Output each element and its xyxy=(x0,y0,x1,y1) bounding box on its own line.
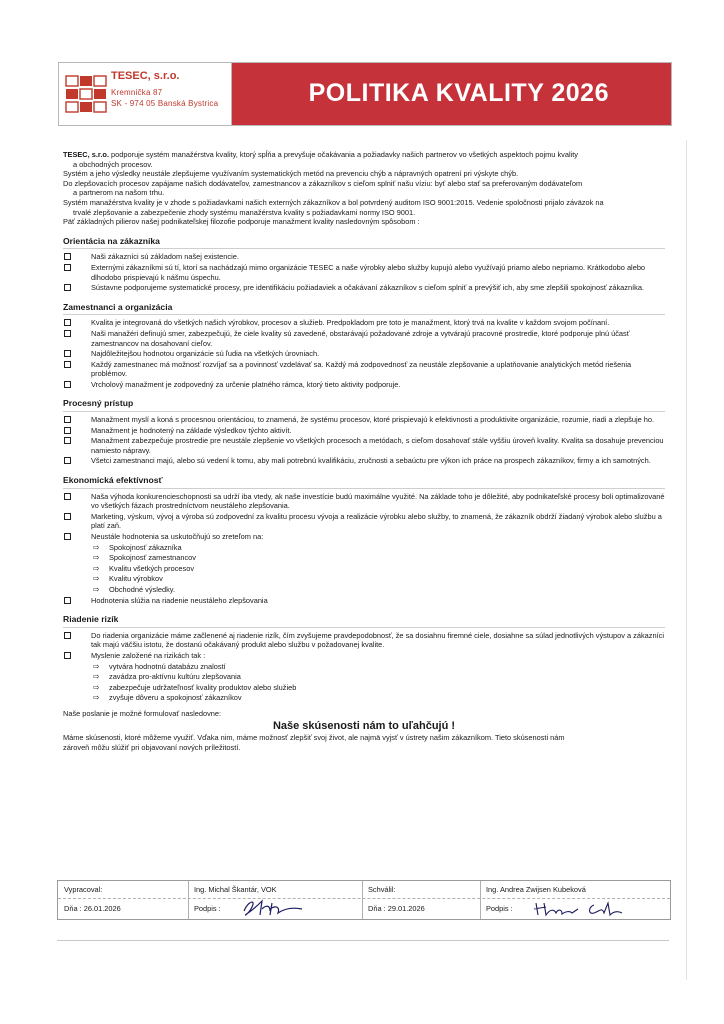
company-logo-icon xyxy=(65,73,107,115)
company-name: TESEC, s.r.o. xyxy=(111,70,180,82)
list-item: Všetci zamestnanci majú, alebo sú vedení k tomu, aby mali potrebnú kvalifikáciu, zručnosti a sebaúctu pre výkon ich práce na prospech zákazníkov, firmy a ich samotných. xyxy=(63,456,665,466)
list-item: Každý zamestnanec má možnosť rozvíjať sa a povinnosť vzdelávať sa. Každý má zodpovednosť za neustále zlepšovanie a uplatňovanie analytických metód riešenia problémov. xyxy=(63,360,665,379)
checkbox-icon xyxy=(64,284,71,291)
list-item: Neustále hodnotenia sa uskutočňujú so zreteľom na: ⇨ Spokojnosť zákazníka ⇨ Spokojnosť zamestnancov ⇨ Kvalitu všetkých procesov ⇨ Kvalitu výrobkov ⇨ Obchodné výsledky. xyxy=(63,532,665,595)
checkbox-icon xyxy=(64,264,71,271)
intro-line-2: Systém a jeho výsledky neustále zlepšujeme využívaním systematických metód na prevenciu chýb a nápravných opatrení pri výskyte chýb. xyxy=(63,169,519,179)
approved-signature-label: Podpis : xyxy=(486,904,513,913)
closing-block xyxy=(63,709,665,752)
arrow-right-icon: ⇨ xyxy=(93,672,100,682)
checkbox-icon xyxy=(64,381,71,388)
checkbox-icon xyxy=(64,533,71,540)
checkbox-icon xyxy=(64,427,71,434)
sub-list-item: ⇨ zabezpečuje udržateľnosť kvality produktov alebo služieb xyxy=(93,682,297,692)
section-risk-list xyxy=(63,631,665,703)
arrow-right-icon: ⇨ xyxy=(93,553,100,563)
prepared-signature-icon xyxy=(240,897,310,919)
intro-line-1: podporuje systém manažérstva kvality, ktorý spĺňa a prevyšuje očakávania a požiadavky našich partnerov vo všetkých aspektoch pojmu kvality xyxy=(109,150,578,159)
sub-list-item: ⇨ Spokojnosť zamestnancov xyxy=(93,553,196,563)
section-customer-list xyxy=(63,252,665,292)
checkbox-icon xyxy=(64,457,71,464)
prepared-name: Ing. Michal Škantár, VOK xyxy=(194,885,277,894)
list-item: Manažment je hodnotený na základe výsledkov týchto aktivít. xyxy=(63,426,665,436)
document-body xyxy=(63,150,665,752)
intro-company: TESEC, s.r.o. xyxy=(63,150,109,159)
intro-line-5: Päť základných pilierov našej podnikateľskej filozofie podporuje manažment kvality nasledovným spôsobom : xyxy=(63,217,420,227)
sub-list-item: ⇨ Spokojnosť zákazníka xyxy=(93,542,182,552)
intro-line-1b: a obchodných procesov. xyxy=(73,159,153,169)
prepared-label: Vypracoval: xyxy=(64,885,103,894)
checkbox-icon xyxy=(64,632,71,639)
list-item: Hodnotenia slúžia na riadenie neustáleho zlepšovania xyxy=(63,596,665,606)
divider xyxy=(480,881,481,919)
checkbox-icon xyxy=(64,319,71,326)
section-title-employees: Zamestnanci a organizácia xyxy=(63,303,665,316)
arrow-right-icon: ⇨ xyxy=(93,682,100,692)
page-edge-line xyxy=(686,140,687,980)
list-item: Manažment myslí a koná s procesnou orientáciou, to znamená, že systému procesov, ktoré prispievajú k efektivnosti a produktivite organizácie, rozumie, riadi a zlepšuje ho. xyxy=(63,415,665,425)
intro-line-3: Do zlepšovacích procesov zapájame našich dodávateľov, zamestnancov a zákazníkov s cieľom splniť našu víziu: byť alebo stať sa preferovaným dodávateľom xyxy=(63,178,583,188)
arrow-right-icon: ⇨ xyxy=(93,584,100,594)
section-economic-list xyxy=(63,492,665,606)
arrow-right-icon: ⇨ xyxy=(93,661,100,671)
document-header xyxy=(58,62,672,126)
sub-list-item: ⇨ vytvára hodnotnú databázu znalostí xyxy=(93,661,226,671)
signature-table xyxy=(57,880,671,920)
arrow-right-icon: ⇨ xyxy=(93,563,100,573)
document-title: POLITIKA KVALITY 2026 xyxy=(308,79,609,107)
list-item: Manažment zabezpečuje prostredie pre neustále zlepšenie vo všetkých procesoch a metódach, s cieľom dosahovať stále vyššiu úroveň kvality. Kvalita sa dosahuje prevenciou namiesto nápravy. xyxy=(63,436,665,455)
approved-signature-icon xyxy=(532,899,642,919)
checkbox-icon xyxy=(64,416,71,423)
intro-line-4: Systém manažérstva kvality je v zhode s požiadavkami našich externých zákazníkov a bol potvrdený auditom ISO 9001:2015. Vedenie spoločnosti prijalo záväzok na xyxy=(63,197,604,207)
closing-text-2: zároveň môžu slúžiť pri objavovaní nových príležitostí. xyxy=(63,742,241,752)
prepared-date: Dňa : 26.01.2026 xyxy=(64,904,121,913)
list-item: Marketing, výskum, vývoj a výroba sú zodpovední za kvalitu procesu vývoja a realizácie výrobku alebo služby, to znamená, že zákazník obdrží žiadaný výrobok alebo službu a platí zaň. xyxy=(63,512,665,531)
section-employees-list xyxy=(63,318,665,389)
checkbox-icon xyxy=(64,361,71,368)
closing-lead: Naše poslanie je možné formulovať nasledovne: xyxy=(63,708,222,718)
list-item: Do riadenia organizácie máme začlenené aj riadenie rizík, čím zvyšujeme pravdepodobnosť, že sa dosiahnu firemné ciele, dosiahne sa súlad jednotlivých výstupov a zákazníci tak majú väčšiu istotu, že dostanú očakávaný produkt alebo službu v požadovanej kvalite. xyxy=(63,631,665,650)
list-item: Najdôležitejšou hodnotou organizácie sú ľudia na všetkých úrovniach. xyxy=(63,349,665,359)
footer-divider xyxy=(57,940,669,941)
title-banner xyxy=(232,63,671,125)
arrow-right-icon: ⇨ xyxy=(93,542,100,552)
list-item: Naši zákazníci sú základom našej existencie. xyxy=(63,252,665,262)
address-line-2: SK - 974 05 Banská Bystrica xyxy=(111,99,219,108)
section-title-economic: Ekonomická efektívnosť xyxy=(63,476,665,489)
divider xyxy=(188,881,189,919)
sub-list-item: ⇨ Obchodné výsledky. xyxy=(93,584,176,594)
checkbox-icon xyxy=(64,330,71,337)
closing-text-1: Máme skúsenosti, ktoré môžeme využiť. Vďaka nim, máme možnosť zlepšiť svoj život, ale najmä vyjsť v ústrety našim zákazníkom. Tieto skúsenosti nám xyxy=(63,733,565,743)
arrow-right-icon: ⇨ xyxy=(93,693,100,703)
sub-list-item: ⇨ Kvalitu všetkých procesov xyxy=(93,563,195,573)
economic-sublist xyxy=(91,543,665,595)
intro-line-4b: trvalé zlepšovanie a zabezpečenie zhody systému manažérstva kvality s požiadavkami normy ISO 9001. xyxy=(73,207,416,217)
checkbox-icon xyxy=(64,350,71,357)
intro-line-3b: a partnerom na našom trhu. xyxy=(73,188,165,198)
section-title-customer: Orientácia na zákazníka xyxy=(63,237,665,250)
section-process-list xyxy=(63,415,665,466)
checkbox-icon xyxy=(64,253,71,260)
sub-list-item: ⇨ zavádza pro-aktívnu kultúru zlepšovania xyxy=(93,672,241,682)
sub-list-item: ⇨ zvyšuje dôveru a spokojnosť zákazníkov xyxy=(93,693,242,703)
list-item: Kvalita je integrovaná do všetkých našich výrobkov, procesov a služieb. Predpokladom pre toto je manažment, ktorý trvá na kvalite v každom svojom počínaní. xyxy=(63,318,665,328)
intro-paragraph xyxy=(63,150,665,227)
checkbox-icon xyxy=(64,493,71,500)
sub-list-item: ⇨ Kvalitu výrobkov xyxy=(93,574,163,584)
section-title-risk: Riadenie rizík xyxy=(63,615,665,628)
checkbox-icon xyxy=(64,437,71,444)
list-item: Naša výhoda konkurencieschopnosti sa udrží iba vtedy, ak naše investície budú maximálne využité. Na základe toho je dôležité, aby podnikateľské procesy boli optimalizované vo všetkých fázach prostredníctvom neustáleho zlepšovania. xyxy=(63,492,665,511)
checkbox-icon xyxy=(64,597,71,604)
divider xyxy=(362,881,363,919)
company-logo-block xyxy=(59,63,232,125)
section-title-process: Procesný prístup xyxy=(63,399,665,412)
checkbox-icon xyxy=(64,652,71,659)
list-item: Externými zákazníkmi sú tí, ktorí sa nachádzajú mimo organizácie TESEC a naše výrobky alebo služby kupujú alebo využívajú priamo alebo nepriamo. Krátkodobo alebo dlhodobo prispievajú k nášmu úspechu. xyxy=(63,263,665,282)
address-line-1: Kremnička 87 xyxy=(111,88,163,97)
arrow-right-icon: ⇨ xyxy=(93,574,100,584)
approved-name: Ing. Andrea Zwijsen Kubeková xyxy=(486,885,586,894)
approved-label: Schválil: xyxy=(368,885,396,894)
checkbox-icon xyxy=(64,513,71,520)
approved-date: Dňa : 29.01.2026 xyxy=(368,904,425,913)
list-item: Naši manažéri definujú smer, zabezpečujú, že ciele kvality sú zavedené, obstarávajú požadované zdroje a vytvárajú pracovné prostredie, ktoré podporuje plnú účasť zamestnancov na dosahovaní cieľov. xyxy=(63,329,665,348)
risk-sublist xyxy=(91,662,665,703)
list-item: Sústavne podporujeme systematické procesy, pre identifikáciu požiadaviek a očakávaní zákazníkov s cieľom splniť a prevýšiť ich, aby sme zlepšili spokojnosť zákazníka. xyxy=(63,283,665,293)
company-address xyxy=(111,87,218,109)
motto: Naše skúsenosti nám to uľahčujú ! xyxy=(272,719,456,732)
list-item: Myslenie založené na rizikách tak : ⇨ vytvára hodnotnú databázu znalostí ⇨ zavádza pro-aktívnu kultúru zlepšovania ⇨ zabezpečuje udržateľnosť kvality produktov alebo služieb ⇨ zvyšuje dôveru a spokojnosť zákazníkov xyxy=(63,651,665,703)
prepared-signature-label: Podpis : xyxy=(194,904,221,913)
list-item: Vrcholový manažment je zodpovedný za určenie platného rámca, ktorý tieto aktivity podporuje. xyxy=(63,380,665,390)
